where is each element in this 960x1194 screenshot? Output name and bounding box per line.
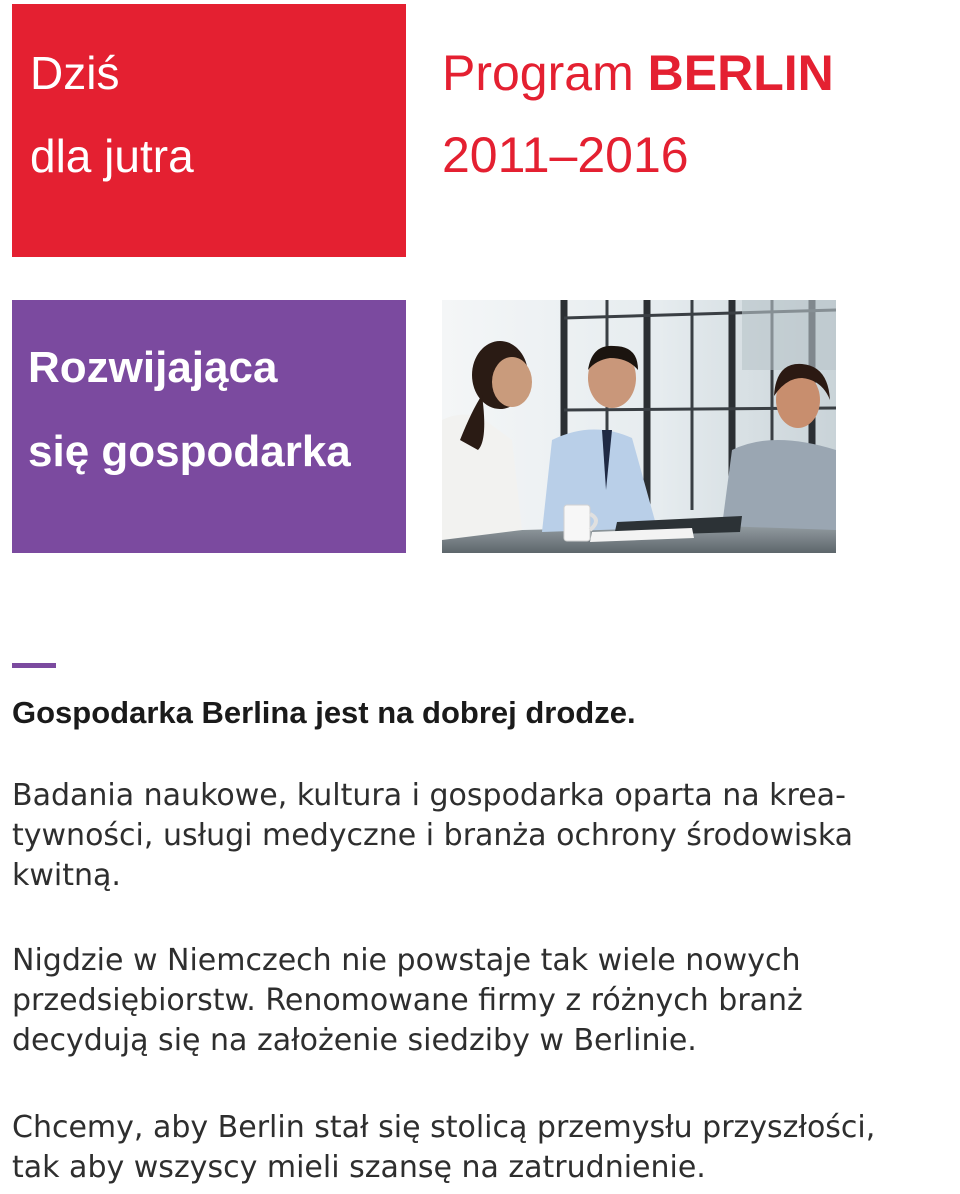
business-meeting-photo (442, 300, 836, 553)
paragraph-1-line: Badania naukowe, kultura i gospodarka oparta na krea- (12, 778, 846, 813)
title-line-2: dla jutra (30, 130, 194, 182)
program-city: BERLIN (647, 45, 834, 101)
program-years: 2011–2016 (442, 127, 689, 183)
program-title (442, 45, 834, 101)
headline: Gospodarka Berlina jest na dobrej drodze. (12, 695, 636, 730)
paragraph-1 (12, 776, 952, 896)
paragraph-2 (12, 941, 952, 1061)
title-line-1: Dziś (30, 47, 120, 99)
section-title-line-1: Rozwijająca (28, 343, 278, 392)
paragraph-2-line: decydują się na założenie siedziby w Berlinie. (12, 1023, 697, 1058)
paragraph-3-line: Chcemy, aby Berlin stał się stolicą przemysłu przyszłości, (12, 1110, 876, 1145)
accent-dash (12, 663, 56, 668)
paragraph-2-line: Nigdzie w Niemczech nie powstaje tak wiele nowych (12, 943, 801, 978)
program-prefix: Program (442, 45, 648, 101)
title-box (12, 4, 406, 257)
paragraph-1-line: kwitną. (12, 858, 121, 893)
paragraph-3 (12, 1108, 952, 1188)
section-title-line-2: się gospodarka (28, 427, 351, 476)
business-meeting-illustration (442, 300, 836, 553)
paragraph-1-line: tywności, usługi medyczne i branża ochrony środowiska (12, 818, 854, 853)
paragraph-3-line: tak aby wszyscy mieli szansę na zatrudnienie. (12, 1150, 706, 1185)
paragraph-2-line: przedsiębiorstw. Renomowane firmy z różnych branż (12, 983, 803, 1018)
section-title-box (12, 300, 406, 553)
